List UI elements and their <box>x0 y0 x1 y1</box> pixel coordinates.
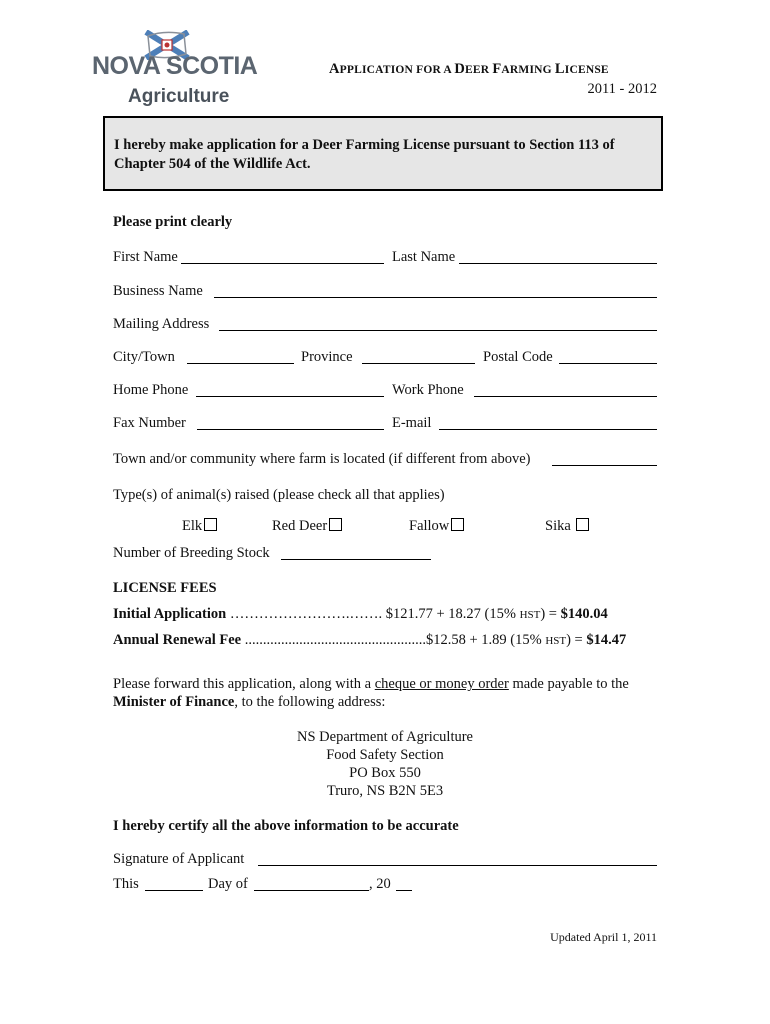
last-name-label: Last Name <box>392 249 456 265</box>
address-line: NS Department of Agriculture <box>297 729 473 745</box>
month-field[interactable] <box>254 876 369 891</box>
address-line: Truro, NS B2N 5E3 <box>326 783 444 799</box>
breeding-stock-field[interactable] <box>281 545 431 560</box>
city-field[interactable] <box>187 349 294 364</box>
day-field[interactable] <box>145 876 203 891</box>
business-name-label: Business Name <box>113 283 203 299</box>
signature-label: Signature of Applicant <box>113 851 245 867</box>
annual-renewal-fee: Annual Renewal Fee ..................................................$12.58 + 1.89 (15% HST) = $14.47 <box>113 632 627 648</box>
updated-date: Updated April 1, 2011 <box>550 930 657 944</box>
elk-checkbox[interactable] <box>204 518 217 531</box>
fax-field[interactable] <box>197 415 384 430</box>
license-year: 2011 - 2012 <box>587 81 657 97</box>
first-name-field[interactable] <box>181 249 384 264</box>
mailing-address-field[interactable] <box>219 316 657 331</box>
first-name-label: First Name <box>113 249 178 265</box>
this-label: This <box>113 876 139 892</box>
initial-application-fee: Initial Application …………………….……. $121.77 + 18.27 (15% HST) = $140.04 <box>113 606 608 622</box>
forward-instructions-cont: Minister of Finance, to the following address: <box>113 694 386 710</box>
animal-types-label: Type(s) of animal(s) raised (please check all that applies) <box>113 487 445 503</box>
red-deer-checkbox[interactable] <box>329 518 342 531</box>
address-line: Food Safety Section <box>326 747 444 763</box>
email-field[interactable] <box>439 415 657 430</box>
fax-label: Fax Number <box>113 415 186 431</box>
signature-field[interactable] <box>258 851 657 866</box>
declaration-text: I hereby make application for a Deer Farming License pursuant to Section 113 of Chapter 504 of the Wildlife Act. <box>114 137 615 172</box>
postal-code-field[interactable] <box>559 349 657 364</box>
animal-option-fallow[interactable]: Fallow <box>409 518 464 535</box>
fallow-checkbox[interactable] <box>451 518 464 531</box>
city-label: City/Town <box>113 349 175 365</box>
town-community-label: Town and/or community where farm is located (if different from above) <box>113 451 531 467</box>
forward-instructions: Please forward this application, along with a cheque or money order made payable to the <box>113 676 629 692</box>
animal-option-sika[interactable]: Sika <box>545 518 589 535</box>
postal-code-label: Postal Code <box>483 349 553 365</box>
animal-option-red-deer[interactable]: Red Deer <box>272 518 342 535</box>
logo-department: Agriculture <box>128 86 230 107</box>
document-title: APPLICATION FOR A DEER FARMING LICENSE <box>329 61 609 77</box>
work-phone-label: Work Phone <box>392 382 464 398</box>
province-field[interactable] <box>362 349 475 364</box>
year-field[interactable] <box>396 876 412 891</box>
home-phone-label: Home Phone <box>113 382 189 398</box>
home-phone-field[interactable] <box>196 382 384 397</box>
certify-statement: I hereby certify all the above information to be accurate <box>113 818 459 834</box>
province-label: Province <box>301 349 353 365</box>
sika-checkbox[interactable] <box>576 518 589 531</box>
logo-wordmark: NOVA SCOTIA <box>92 52 258 80</box>
license-fees-heading: LICENSE FEES <box>113 580 217 596</box>
animal-option-elk[interactable]: Elk <box>182 518 217 535</box>
email-label: E-mail <box>392 415 432 431</box>
town-community-field[interactable] <box>552 451 657 466</box>
work-phone-field[interactable] <box>474 382 657 397</box>
declaration-box <box>103 116 663 191</box>
print-clearly-note: Please print clearly <box>113 214 233 230</box>
last-name-field[interactable] <box>459 249 657 264</box>
breeding-stock-label: Number of Breeding Stock <box>113 545 270 561</box>
day-of-label: Day of <box>208 876 248 892</box>
mailing-address-label: Mailing Address <box>113 316 210 332</box>
year-prefix-label: , 20 <box>369 876 391 892</box>
business-name-field[interactable] <box>214 283 657 298</box>
address-line: PO Box 550 <box>349 765 421 781</box>
